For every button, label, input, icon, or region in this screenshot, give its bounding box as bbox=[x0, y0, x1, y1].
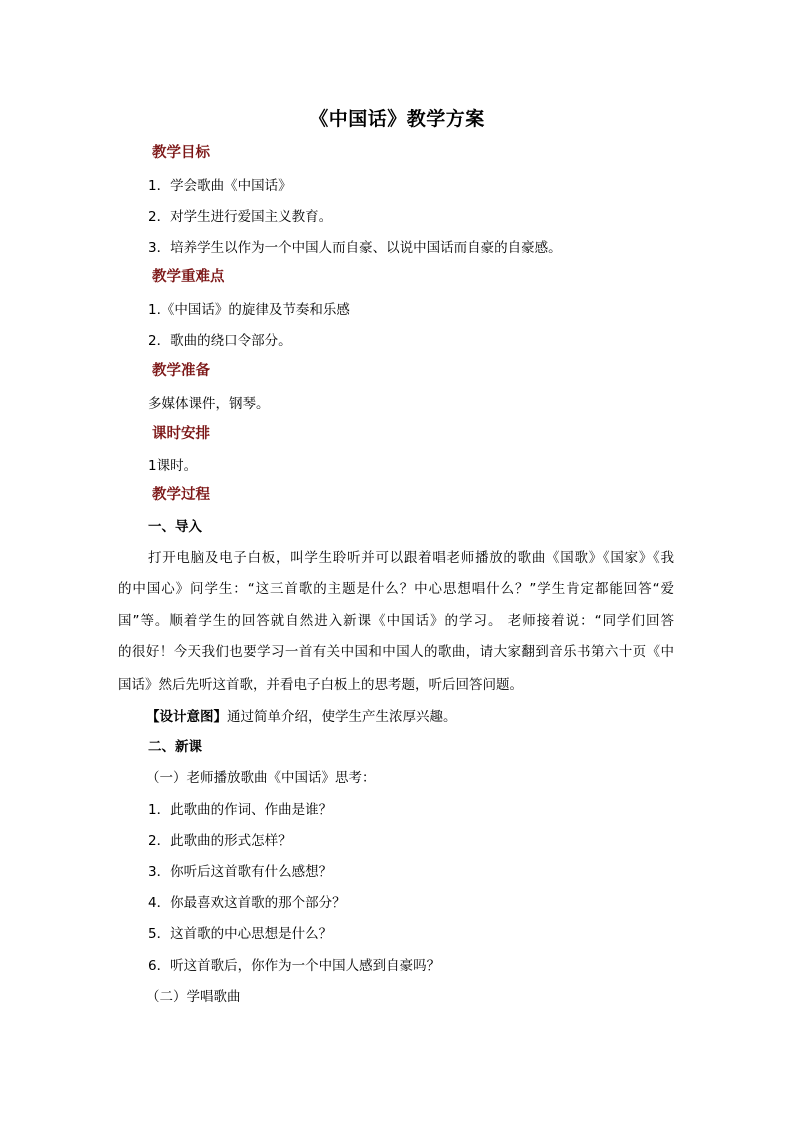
design-intent-text: 通过简单介绍，使学生产生浓厚兴趣。 bbox=[227, 709, 457, 725]
question-item: 3．你听后这首歌有什么感想？ bbox=[148, 864, 333, 880]
section-heading-goals: 教学目标 bbox=[152, 145, 210, 161]
schedule-text: 1课时。 bbox=[148, 458, 198, 474]
intro-paragraph-line: 的很好！今天我们也要学习一首有关中国和中国人的歌曲，请大家翻到音乐书第六十页《中 bbox=[118, 644, 674, 660]
key-point-item: 2．歌曲的绕口令部分。 bbox=[148, 333, 292, 349]
section-heading-schedule: 课时安排 bbox=[152, 426, 210, 442]
design-intent-label: 【设计意图】 bbox=[146, 709, 227, 725]
goal-item: 3．培养学生以作为一个中国人而自豪、以说中国话而自豪的自豪感。 bbox=[148, 240, 562, 256]
section-heading-process: 教学过程 bbox=[152, 487, 210, 503]
intro-paragraph-line: 的中国心》问学生：“这三首歌的主题是什么？中心思想唱什么？”学生肯定都能回答“爱 bbox=[118, 581, 674, 597]
document-title: 《中国话》教学方案 bbox=[309, 108, 485, 130]
goal-item: 2．对学生进行爱国主义教育。 bbox=[148, 209, 333, 225]
preparation-text: 多媒体课件，钢琴。 bbox=[148, 396, 270, 412]
new-lesson-part2: （二）学唱歌曲 bbox=[146, 989, 241, 1005]
intro-paragraph-line: 打开电脑及电子白板，叫学生聆听并可以跟着唱老师播放的歌曲《国歌》《国家》《我 bbox=[148, 550, 674, 566]
question-item: 2．此歌曲的形式怎样？ bbox=[148, 833, 292, 849]
intro-paragraph-line: 国”等。顺着学生的回答就自然进入新课《中国话》的学习。 老师接着说：“同学们回答 bbox=[118, 613, 674, 629]
section-heading-key-points: 教学重难点 bbox=[152, 269, 225, 285]
design-intent-line bbox=[146, 708, 457, 726]
question-item: 6．听这首歌后，你作为一个中国人感到自豪吗？ bbox=[148, 958, 441, 974]
question-item: 1．此歌曲的作词、作曲是谁？ bbox=[148, 802, 333, 818]
new-lesson-part1: （一）老师播放歌曲《中国话》思考： bbox=[146, 770, 376, 786]
subheading-new-lesson: 二、新课 bbox=[148, 739, 202, 755]
subheading-intro: 一、导入 bbox=[148, 519, 202, 535]
question-item: 4．你最喜欢这首歌的那个部分？ bbox=[148, 895, 346, 911]
section-heading-preparation: 教学准备 bbox=[152, 363, 210, 379]
goal-item: 1．学会歌曲《中国话》 bbox=[148, 178, 292, 194]
question-item: 5．这首歌的中心思想是什么？ bbox=[148, 926, 333, 942]
intro-paragraph-line: 国话》然后先听这首歌，并看电子白板上的思考题，听后回答问题。 bbox=[118, 677, 523, 693]
key-point-item: 1.《中国话》的旋律及节奏和乐感 bbox=[148, 302, 350, 318]
